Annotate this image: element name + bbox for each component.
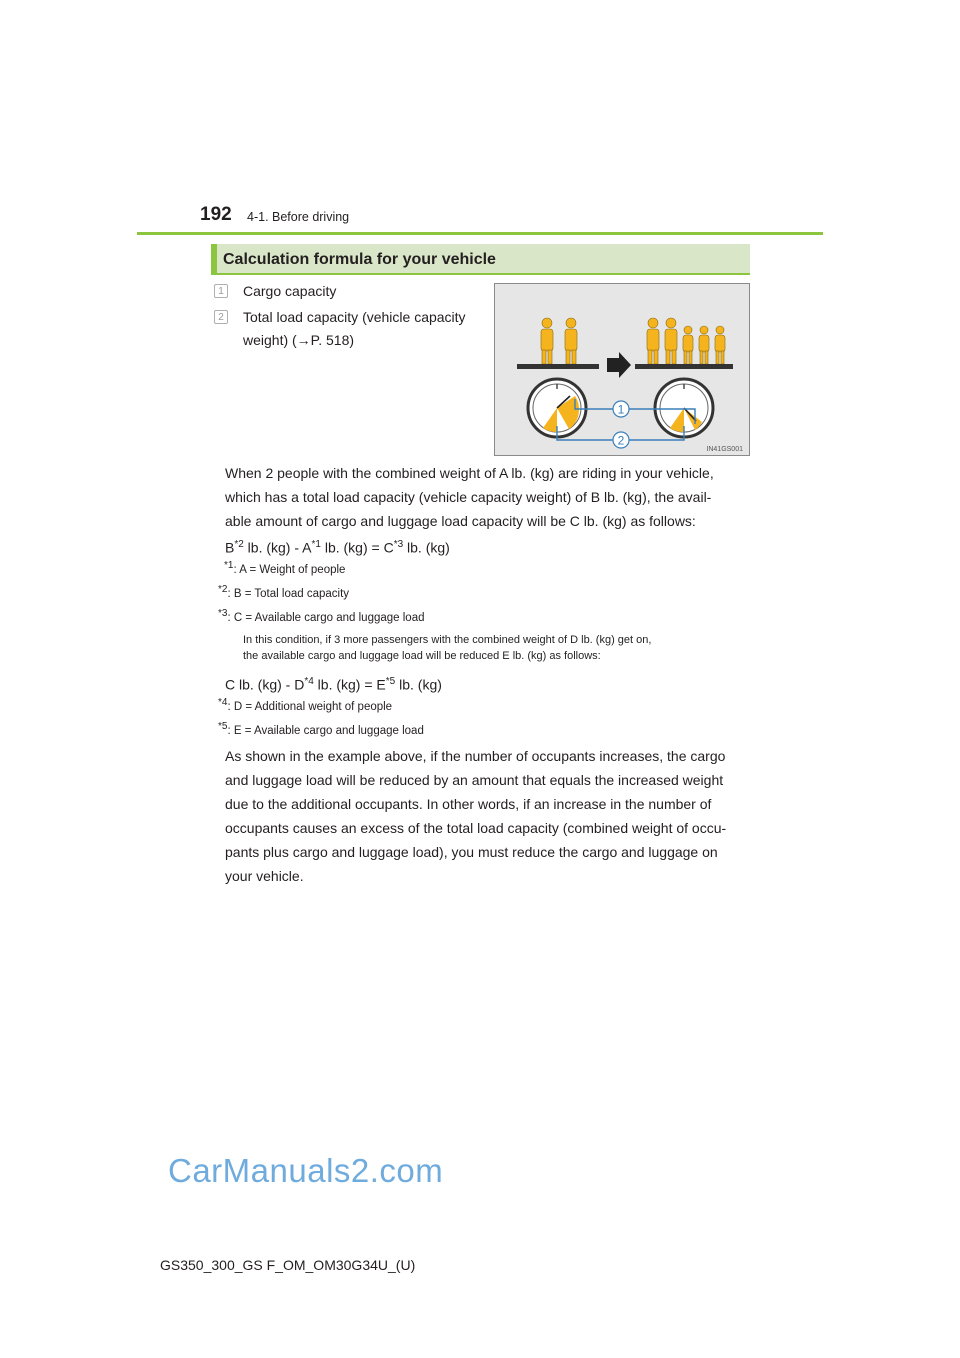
footnote-mark: *5 <box>218 721 228 732</box>
load-diagram-svg <box>495 284 749 455</box>
formula-footnote-mark: *2 <box>234 539 244 550</box>
paragraph-line: and luggage load will be reduced by an amount that equals the increased weight <box>225 772 724 788</box>
paragraph-line: As shown in the example above, if the number of occupants increases, the cargo <box>225 748 726 764</box>
callout-1-label: 1 <box>617 402 625 417</box>
paragraph-line: When 2 people with the combined weight of A lb. (kg) are riding in your vehicle, <box>225 465 714 481</box>
formula-term: lb. (kg) - A <box>243 539 312 556</box>
footnote <box>218 721 424 737</box>
formula-2 <box>225 670 442 697</box>
footnote <box>218 584 349 600</box>
watermark-link[interactable]: CarManuals2.com <box>168 1152 444 1189</box>
item-total-load-line2: weight) (→P. 518) <box>243 332 355 348</box>
paragraph-line: which has a total load capacity (vehicle capacity weight) of B lb. (kg), the avail- <box>225 489 712 505</box>
footnote <box>218 697 392 713</box>
callout-1 <box>613 401 629 417</box>
formula-footnote-mark: *5 <box>385 676 396 687</box>
condition-text-line: the available cargo and luggage load will be reduced E lb. (kg) as follows: <box>243 650 601 662</box>
callout-2 <box>613 432 629 448</box>
load-illustration <box>494 283 750 456</box>
footnote-mark: *3 <box>218 608 228 619</box>
section-title: Calculation formula for your vehicle <box>223 251 496 268</box>
footnote-text: : A = Weight of people <box>233 563 346 576</box>
formula-term: lb. (kg) = C <box>320 539 394 556</box>
people-after-icon <box>647 318 725 364</box>
footnote-text: : D = Additional weight of people <box>227 700 393 713</box>
callout-2-label: 2 <box>617 433 625 448</box>
item-number-1: 1 <box>214 284 228 298</box>
section-heading-bar <box>211 244 217 275</box>
footnote-text: : E = Available cargo and luggage load <box>227 724 424 737</box>
formula-term: lb. (kg) <box>395 676 442 693</box>
condition-text-line: In this condition, if 3 more passengers with the combined weight of D lb. (kg) get on, <box>243 634 652 646</box>
item-number-2: 2 <box>214 310 228 324</box>
paragraph-line: able amount of cargo and luggage load capacity will be C lb. (kg) as follows: <box>225 513 696 529</box>
shelf-left <box>517 364 599 369</box>
formula-term: C lb. (kg) - D <box>225 676 305 693</box>
formula-term: lb. (kg) <box>403 539 450 556</box>
paragraph-line: due to the additional occupants. In other words, if an increase in the number of <box>225 796 712 812</box>
formula-term: lb. (kg) = E <box>313 676 386 693</box>
paragraph-line: pants plus cargo and luggage load), you must reduce the cargo and luggage on <box>225 844 718 860</box>
paragraph-line: occupants causes an excess of the total load capacity (combined weight of occu- <box>225 820 727 836</box>
footnote <box>218 608 425 624</box>
arrow-right-icon <box>607 352 631 378</box>
footnote <box>224 560 345 576</box>
footnote-mark: *4 <box>218 697 228 708</box>
shelf-right <box>635 364 733 369</box>
formula-footnote-mark: *1 <box>311 539 321 550</box>
paragraph-line: your vehicle. <box>225 868 304 884</box>
footnote-mark: *1 <box>224 560 234 571</box>
footer-document-code: GS350_300_GS F_OM_OM30G34U_(U) <box>160 1257 416 1273</box>
footnote-text: : C = Available cargo and luggage load <box>227 611 425 624</box>
header-rule <box>137 232 823 235</box>
footnote-mark: *2 <box>218 584 228 595</box>
people-before-icon <box>541 318 577 364</box>
item-cargo-capacity: Cargo capacity <box>243 283 337 299</box>
figure-code: IN41GS001 <box>706 446 743 453</box>
formula-term: B <box>225 539 235 556</box>
formula-footnote-mark: *4 <box>304 676 314 687</box>
page-number: 192 <box>200 204 232 225</box>
item-total-load-line1: Total load capacity (vehicle capacity <box>243 309 466 325</box>
formula-footnote-mark: *3 <box>393 539 404 550</box>
formula-1 <box>225 533 450 560</box>
footnote-text: : B = Total load capacity <box>227 587 350 600</box>
chapter-title: 4-1. Before driving <box>247 210 350 224</box>
